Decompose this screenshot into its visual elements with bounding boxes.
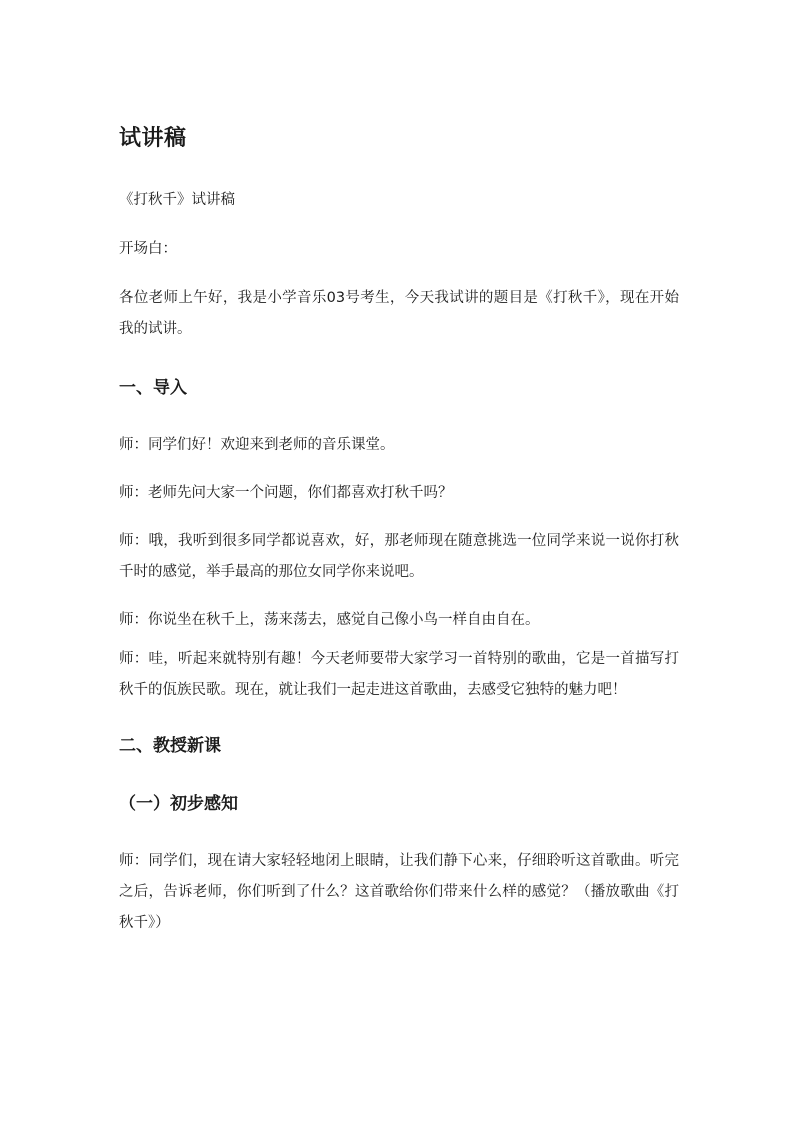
section-heading-intro: 一、导入 <box>119 378 187 398</box>
subsection-heading-perception: （一）初步感知 <box>119 794 238 814</box>
document-subtitle: 《打秋千》试讲稿 <box>119 192 235 208</box>
document-body <box>119 123 679 939</box>
section-heading-new-lesson: 二、教授新课 <box>119 736 221 756</box>
opening-text: 各位老师上午好，我是小学音乐03号考生，今天我试讲的题目是《打秋千》，现在开始我的试讲。 <box>119 290 679 337</box>
paragraph: 师：同学们，现在请大家轻轻地闭上眼睛，让我们静下心来，仔细聆听这首歌曲。听完之后，告诉老师，你们听到了什么？这首歌给你们带来什么样的感觉？（播放歌曲《打秋千》） <box>119 853 679 931</box>
paragraph: 师：你说坐在秋千上，荡来荡去，感觉自己像小鸟一样自由自在。 <box>119 612 540 628</box>
paragraph: 师：哦，我听到很多同学都说喜欢，好，那老师现在随意挑选一位同学来说一说你打秋千时的感觉，举手最高的那位女同学你来说吧。 <box>119 533 679 580</box>
paragraph: 师：哇，听起来就特别有趣！今天老师要带大家学习一首特别的歌曲，它是一首描写打秋千的佤族民歌。现在，就让我们一起走进这首歌曲，去感受它独特的魅力吧！ <box>119 651 679 698</box>
opening-label: 开场白： <box>119 241 177 257</box>
paragraph: 师：同学们好！欢迎来到老师的音乐课堂。 <box>119 437 395 453</box>
paragraph: 师：老师先问大家一个问题，你们都喜欢打秋千吗？ <box>119 485 453 501</box>
document-title: 试讲稿 <box>119 126 187 151</box>
